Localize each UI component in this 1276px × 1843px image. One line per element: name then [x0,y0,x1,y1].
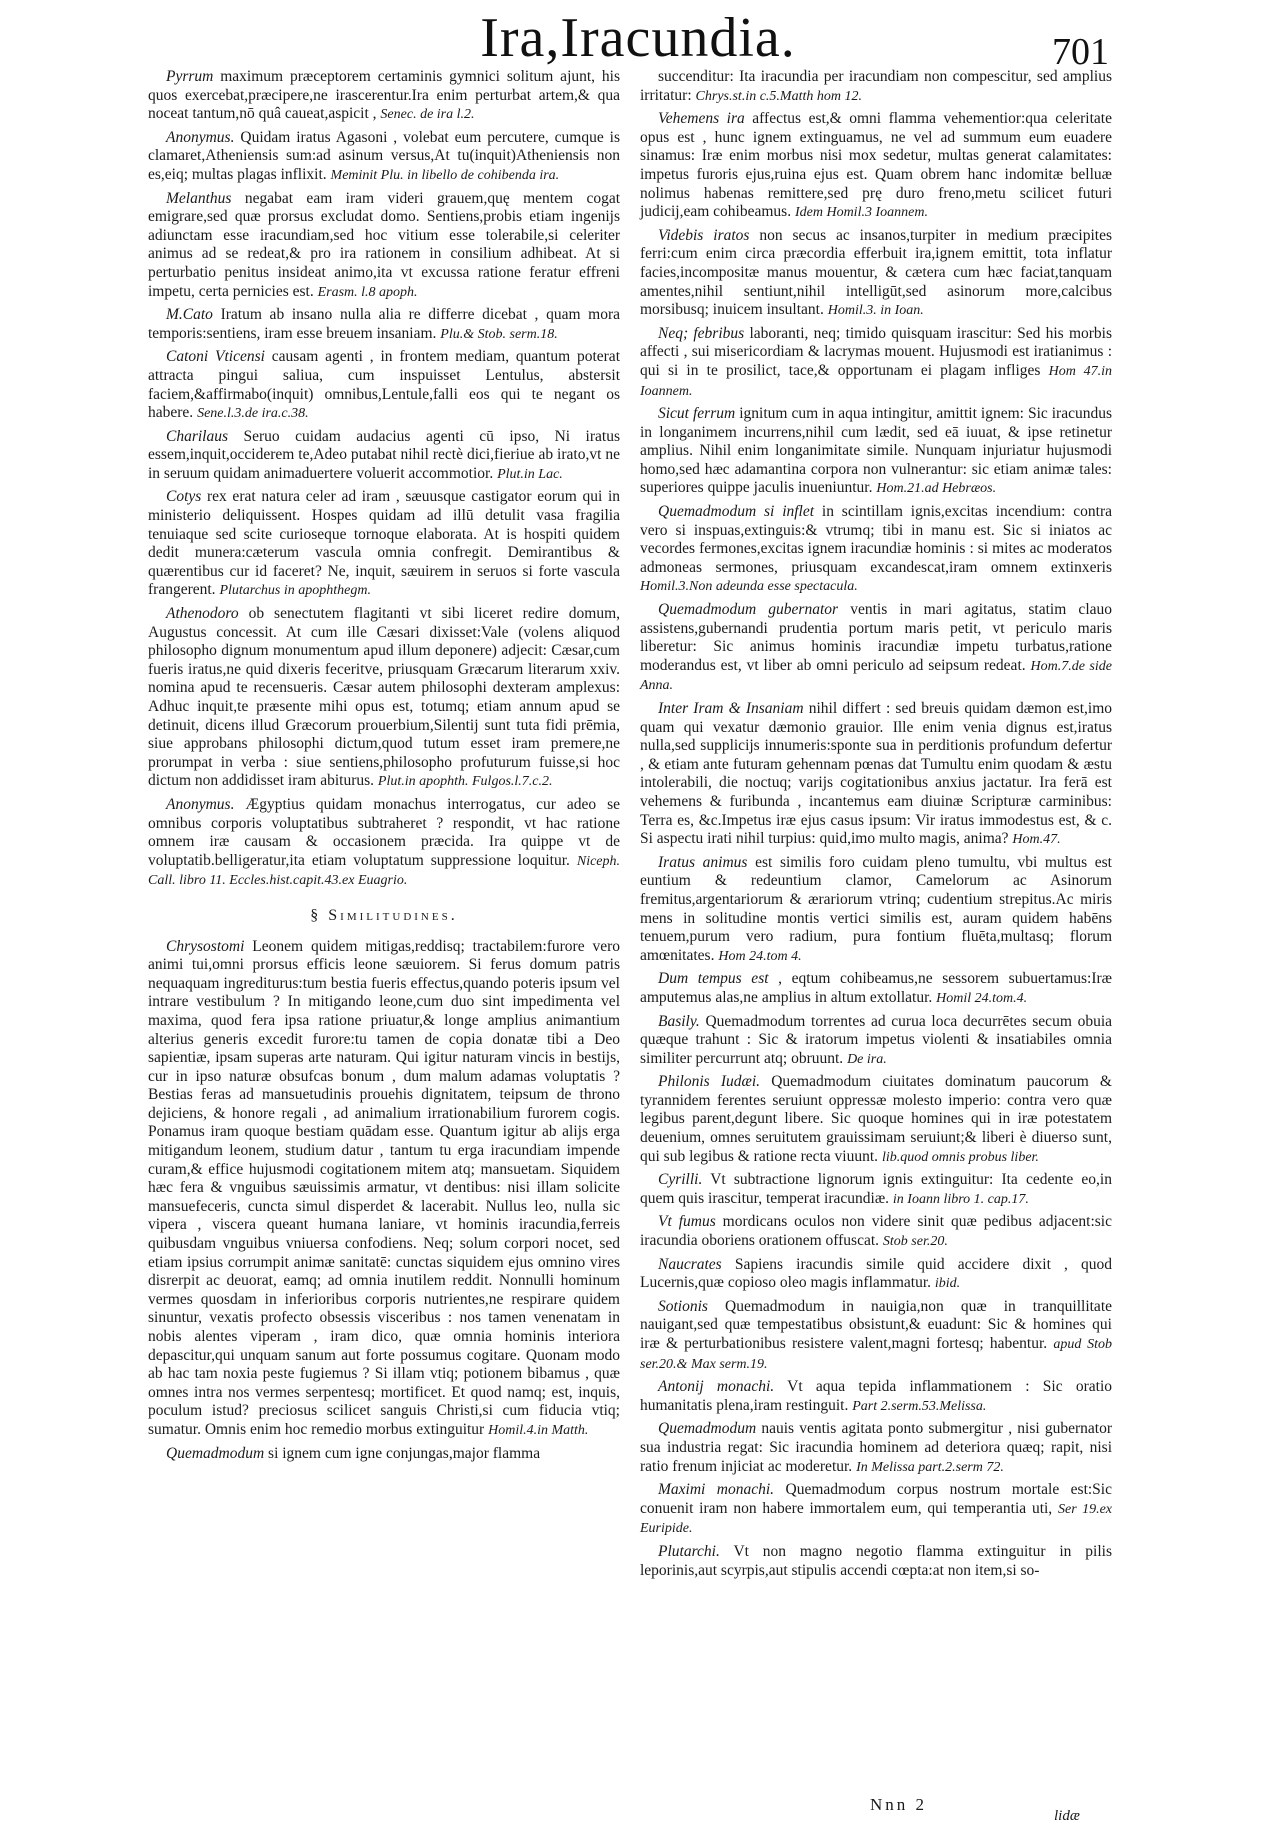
entry-reference: Plutarchus in apophthegm. [219,583,371,599]
entry-text: mordicans oculos non videre sinit quæ pedibus adjacent:sic iracundia oboriens orationem offuscat. [640,1213,1112,1250]
entry-text: est similis foro cuidam pleno tumultu, vbi multus est euntium & redeuntium clamor, Camelorum ac Asinorum fremitus,argentariorum & ærariorum vtrinq; cudentium strepitus.Ac miris mens in solitudine montis vertici similis est, auram quidem habēns tenuem,purum vero radium, pura fontium fluēta,multasq; florum amœnitates. [640,853,1112,964]
entry-paragraph [640,1378,1112,1416]
entry-lead: Chrysostomi [166,937,245,955]
entry-text: ventis in mari agitatus, statim clauo assistens,gubernandi prudentia portum maris petit, vt periculo maris liberetur: Sic animus hominis iracundiæ impetu turbatus,ratione moderandus est, vt liber ab omni periculo ad seipsum redeat. [640,601,1113,674]
catchword: lidæ [1054,1808,1080,1824]
entry-paragraph [640,601,1112,696]
entry-paragraph [640,503,1112,597]
entry-paragraph [640,68,1112,106]
entry-lead: Philonis Iudæi. [658,1073,761,1091]
entry-reference: Plut.in apophth. Fulgos.l.7.c.2. [377,774,553,790]
entry-lead: Vehemens ira [658,110,745,128]
entry-paragraph [148,68,620,125]
entry-text: Vt aqua tepida inflammationem : Sic oratio humanitatis plena,iram restinguit. [640,1378,1112,1414]
entry-text: Quemadmodum torrentes ad curua loca decurrētes secum obuia quæque trahunt : Sic & iratorum impetus violenti & insatiabiles omnia similiter percurrunt atq; obruunt. [640,1012,1113,1067]
entry-reference: Niceph. Call. libro 11. Eccles.hist.capit.43.ex Euagrio. [148,853,621,889]
entry-text: , eqtum cohibeamus,ne sessorem subuertamus:Iræ amputemus alas,ne amplius in altum extollatur. [640,970,1112,1006]
entry-paragraph [640,1073,1112,1167]
section-heading [148,907,620,926]
entry-reference: Meminit Plu. in libello de cohibenda ira. [330,167,560,183]
entry-text: succenditur: Ita iracundia per iracundiam non compescitur, sed amplius irritatur: [640,68,1112,104]
entry-lead: Plutarchi. [658,1542,720,1560]
entry-reference: Hom.7.de side Anna. [640,658,1112,694]
entry-paragraph [640,1213,1112,1251]
entry-reference: Homil.3. in Ioan. [827,303,924,319]
entry-paragraph [148,796,620,891]
entry-lead: Naucrates [658,1255,722,1273]
entry-text: affectus est,& omni flamma vehementior:qua celeritate opus est , hunc ignem extinguamus, ne vel ad summum eum euadere sinamus: Iræ enim morbus nisi mox sedetur, multas generat calamitates: impetus furoris ejus,ruina ejus est. Quam obrem hanc indomitæ belluæ nolimus habenas remittere,sed prę duro freno,metu scilicet futuri judicij,eam cohibeamus. [640,110,1112,221]
entry-text: Quemadmodum ciuitates dominatum paucorum & tyrannidem ferentes seruiunt oppressæ molesto imperio: contra vero quæ legibus parent,degunt libere. Sic quoque homines qui in iræ potestatem deuenium, omnes seruitutem grauissimam seruiunt;& liberi è diuerso sunt, qui sub legibus & ratione recta viuunt. [640,1073,1112,1165]
entry-lead: Quemadmodum gubernator [658,601,839,619]
entry-paragraph [640,1420,1112,1477]
entry-text: nihil differt : sed breuis quidam dæmon est,imo quam qui vexatur dæmonio grauior. Ille enim venia dignus est,iratus nulla,sed supplicijs innumeris:sponte sua in perditionis profundum defertur , & etiam ante futuram gehennam pœnas dat Tumultu enim quodam & æstu intolerabili, die noctuq; varijs cogitationibus anxius jactatur. Ira ferā est vehemens & furibunda , incantemus eam diuinæ Scripturæ carminibus: Terra es, &c.Impetus iræ ejus casus ipsum: Vir iratus immodestus est, & c. Si aspectu irati nihil turpius: quid,imo multo magis, anima? [640,700,1113,848]
entry-text: Quidam iratus Agasoni , volebat eum percutere, cumque is clamaret,Atheniensis sum:ad asinum versus,At tu(inquit)Atheniensis non es,eiq; multas plagas inflixit. [148,128,620,183]
entry-reference: Plut.in Lac. [497,466,563,482]
entry-reference: Plu.& Stob. serm.18. [440,326,558,342]
right-column-entries [640,68,1112,1580]
entry-paragraph [640,1256,1112,1294]
entry-reference: Homil.4.in Matth. [488,1422,589,1438]
entry-lead: Quemadmodum [166,1444,265,1462]
entry-paragraph [148,428,620,485]
entry-paragraph [640,854,1112,967]
entry-text: non secus ac insanos,turpiter in medium præcipites ferri:cum enim circa præcordia efferbuit ira,ignem emittit, tota inflatur facies,incompositæ manus mouentur, & cætera cum hæc faciat,tanquam amentes,nihil sentiunt,nihil intelligūt,sed asinorum more,calcibus morsibusq; inuicem insultant. [640,226,1112,319]
entry-paragraph [148,938,620,1441]
entry-paragraph [640,970,1112,1008]
entry-reference: De ira. [847,1051,887,1067]
entry-lead: Videbis iratos [658,226,750,244]
entry-text: in scintillam ignis,excitas incendium: contra vero si inspuas,extinguis:& vtrumq; tibi in manu est. Sic si iniatos ac vecordes fermones,excitas ignem iracundiæ hominis : si mites ac moderatos admoneas sermones, priusquam excandescat,iram omnem extinxeris [640,503,1113,576]
left-column [148,68,620,1467]
entry-reference: Stob ser.20. [882,1234,948,1250]
entry-lead: Catoni Vticensi [166,348,265,366]
entry-lead: Sicut ferrum [658,405,736,423]
entry-reference: Hom.47. [1012,832,1061,848]
entry-reference: Sene.l.3.de ira.c.38. [197,406,309,422]
paragraph-mark-icon: § [310,906,319,924]
entry-lead: Quemadmodum [658,1420,757,1438]
entry-paragraph [148,605,620,792]
section-heading-text: Similitudines. [328,906,458,924]
left-column-entries-after [148,938,620,1464]
page-number: 701 [1052,31,1109,73]
entry-lead: Antonij monachi. [658,1378,775,1396]
entry-reference: In Melissa part.2.serm 72. [856,1459,1004,1475]
entry-reference: Homil 24.tom.4. [936,990,1028,1006]
entry-lead: Neq; febribus [658,324,745,342]
entry-lead: Cotys [166,488,202,506]
entry-reference: Hom.21.ad Hebræos. [876,481,997,497]
right-column [640,68,1112,1584]
entry-paragraph [640,1481,1112,1539]
entry-paragraph [640,405,1112,499]
entry-lead: Iratus animus [658,853,748,871]
entry-reference: lib.quod omnis probus liber. [881,1149,1039,1165]
entry-text: maximum præceptorem certaminis gymnici solitum ajunt, his quos exercebat,præcipere,ne irascerentur.Ira enim perturbat artem,& qua noceat tantum,nō quâ caueat,aspicit , [148,68,621,123]
entry-lead: Anonymus. [166,795,235,813]
entry-text: Vt non magno negotio flamma extinguitur in pilis leporinis,aut scyrpis,aut stipulis accendi cœpta:at non item,si so- [640,1542,1112,1579]
entry-lead: Pyrrum [166,68,214,85]
entry-reference: Senec. de ira l.2. [380,107,475,123]
entry-paragraph [640,700,1112,850]
entry-lead: Charilaus [166,427,229,445]
entry-text: negabat eam iram videri grauem,quę mentem cogat emigrare,sed quæ prorsus excludat domo. Sentiens,probis etiam ingenijs adiunctam esse iracundiam,sed hoc vitium esse tolerabile,si celeriter animus ad se redeat,& pro ira rationem in consilium adhibeat. At si perturbatio penitus insideat animo,ita vt excussa ratione feratur effreni impetu, certa pernicies est. [148,189,621,300]
entry-text: nauis ventis agitata ponto submergitur , nisi gubernator sua industria regat: Sic iracundia hominem ad deteriora quæq; rapit, nisi ratio frenum injiciat ac moderetur. [640,1420,1113,1475]
entry-paragraph [640,1171,1112,1209]
entry-reference: Erasm. l.8 apoph. [317,284,418,300]
entry-lead: M.Cato [166,306,213,324]
entry-paragraph [640,1543,1112,1580]
entry-paragraph [640,1298,1112,1374]
entry-lead: Maximi monachi. [658,1481,775,1499]
entry-text: Leonem quidem mitigas,reddisq; tractabilem:furore vero animi tui,omni prorsus efficis leone sæuiorem. Si ferus domum patris nequaquam ingrediturus:tum bestia fueris effectus,quando poteris ipsum vel intrare vestibulum ? In mitigando leone,cum duo sint impedimenta vel maxima, quod fera ipsa ratione priuatur,& longe amplius animantium alterius generis excedit furore:tu tamen de copia donatæ tibi a Deo sapientiæ, ipsam superas arte naturam. Qui igitur naturam vincis in bestijs, cur in ipso naturæ obsufcas bonum , dum malum adamas voluptatis ? Bestias feras ad mansuetudinis prouehis dignitatem, teipsum de throno dejiciens, & honore regali , ad animalium irrationabilium furorem cogis. Ponamus iram quoque bestiam quādam esse. Quantum igitur ab alijs erga mitigandum leonem, studium datur , tantum tu erga iracundiam impende curam,& effice hujusmodi cogitationem mitem atq; mansuetam. Siquidem hæc fera & vnguibus sæuissimis armatur, vt dentibus: nisi illam solicite mansuefeceris, cuncta simul disperdet & lacerabit. Nullus leo, nulla sic vipera , viscera queant humana laniare, vt hominis iracundia,ferreis quibusdam vnguibus vniuersa confodiens. Neq; solum corpori nocet, sed etiam ipsius corrumpit animæ sanitatē: cunctas siquidem ejus omnino vires disrerpit ac deuorat, eamq; ad omnia inutilem reddit. Nonnulli hominum vermes quosdam in inferioribus corporis nutrientes,ne respirare quidem sinuntur, vexatis profecto obsessis visceribus : nos tamen venenatam in nobis alentes viperam , iram dico, quæ omnia hominis interiora depascitur,qui unquam sanum aut forte possumus cogitare. Quonam modo ab hac tam noxia peste fugiemus ? Si illam vtiq; potionem bibamus , quæ omnes intra nos vermes serpentesq; mortificet. Et quod namq; est, inquis, poculum istud? preciosus scilicet sanguis Christi,si cum fiducia vtiq; sumatur. Omnis enim hoc remedio morbus extinguitur [148,937,621,1438]
running-head-title: Ira,Iracundia. [480,7,796,69]
entry-reference: Hom 24.tom 4. [718,948,802,964]
entry-text: rex erat natura celer ad iram , sæuusque castigator eorum qui in ministerio deliquissent. Hospes quidam ad illū detulit vasa fragilia tenuiaque sed scite curioseque tornoque elaborata. At is hospiti quidem dedit munera:cæterum vascula omnia confregit. Demirantibus & quærentibus cur id faceret? Ne, inquit, sæuirem in seruos si forte vascula frangerent. [148,488,621,599]
entry-text: Vt subtractione lignorum ignis extinguitur: Ita cedente eo,in quem quis irascitur, temperat iracundiæ. [640,1171,1112,1207]
entry-lead: Dum tempus est [658,970,769,988]
entry-text: laboranti, neq; timido quisquam irascitur: Sed his morbis affecti , sui misericordiam & lacrymas mouent. Hujusmodi est iratianimus : qui si in te prosilict, tace,& opportunam ei plagam infliges [640,324,1113,379]
entry-lead: Quemadmodum si inflet [658,503,815,521]
entry-lead: Anonymus. [166,128,235,146]
entry-text: Quemadmodum in nauigia,non quæ in tranquillitate nauigant,sed quæ tempestatibus obsistunt,& euadunt: Sic & homines qui iræ & perturbationibus resistere valent,magni fortesq; habentur. [640,1297,1112,1352]
entry-paragraph [148,129,620,186]
entry-lead: Basily. [658,1012,700,1030]
entry-text: Iratum ab insano nulla alia re differre dicebat , quam mora temporis:sentiens, iram esse breuem insaniam. [148,306,620,342]
entry-text: causam agenti , in frontem mediam, quantum poterat attracta pingui saliua, cum inspuisset Lentulus, abstersit faciem,&affirmabo(inquit) omnibus,Lentule,falli eos qui te negant os habere. [148,348,620,422]
entry-text: si ignem cum igne conjungas,major flamma [268,1444,541,1462]
entry-text: ignitum cum in aqua intingitur, amittit ignem: Sic iracundus in longanimem incurrens,nihil cum lædit, sed eā iuuat, & ipse retinetur amplius. Nihil enim longanimitate simile. Nunquam injuriatur hujusmodi homo,sed hæc adamantina corpora non vulnerantur: sic etiam animæ tales: superiores quippe jaculis inueniuntur. [640,405,1113,497]
entry-lead: Athenodoro [166,605,239,623]
entry-lead: Cyrilli. [658,1171,703,1189]
entry-text: Quemadmodum corpus nostrum mortale est:Sic conuenit iram non habere immortalem eum, qui temperantia uti, [640,1481,1112,1517]
entry-paragraph [148,488,620,601]
entry-reference: in Ioann libro 1. cap.17. [892,1191,1029,1207]
entry-paragraph [640,325,1112,401]
entry-paragraph [640,1013,1112,1070]
entry-paragraph [640,227,1112,321]
entry-text: Ægyptius quidam monachus interrogatus, cur adeo se omnibus corporis voluptatibus subtraheret ? respondit, vt hac ratione omnem iræ causam & occasionem præcida. Ira quippe vt de voluptatib.belligeratur,ita etiam voluptatum suppressione loquitur. [148,795,621,869]
entry-lead: Inter Iram & Insaniam [658,700,804,717]
entry-reference: apud Stob ser.20.& Max serm.19. [640,1337,1113,1372]
entry-paragraph [148,190,620,303]
signature-mark: Nnn 2 [870,1795,928,1814]
entry-reference: ibid. [934,1276,961,1292]
entry-reference: Homil.3.Non adeunda esse spectacula. [640,579,858,595]
entry-text: ob senectutem flagitanti vt sibi liceret redire domum, Augustus concessit. At cum ille Cæsari dixisset:Vale (volens aliquod philosopho dignum monumentum apud illum deponere) adjecit: Cæsar,cum fueris iratus,ne quid dixeris feceritve, priusquam Græcarum literarum xxiv. nomina apud te recensueris. Cæsar autem philosophi dexteram amplexus: Adhuc inquit,te præsente mihi opus est, totumq; etiam annum apud se detinuit, dicens illud Græcorum prouerbium,Silentij sunt tuta fidi prēmia, siue approbans philosophi dictum,quod tutum esset iram premere,ne prorumpat in verba : siue sentiens,philosopho profuturum fuisse,si hoc dictum non addidisset iram abiturus. [148,605,620,790]
entry-lead: Sotionis [658,1297,708,1315]
entry-paragraph [148,348,620,423]
entry-reference: Chrys.st.in c.5.Matth hom 12. [695,88,862,104]
entry-reference: Idem Homil.3 Ioannem. [794,205,928,221]
left-column-entries [148,68,620,891]
entry-reference: Hom 47.in Ioannem. [640,363,1112,399]
entry-paragraph [640,110,1112,223]
entry-lead: Melanthus [166,189,232,207]
entry-paragraph [148,1445,620,1464]
entry-text: Sapiens iracundis simile quid accidere dixit , quod Lucernis,quæ copioso oleo magis inflammatur. [640,1255,1113,1292]
entry-lead: Vt fumus [658,1213,716,1231]
entry-reference: Ser 19.ex Euripide. [640,1501,1112,1537]
entry-text: Seruo cuidam audacius agenti cū ipso, Ni iratus essem,inquit,occiderem te,Adeo putabat nihil rectè dici,fieriue ab irato,vt ne in seruum quidam animaduertere voluerit accommotior. [148,427,620,482]
entry-paragraph [148,306,620,344]
entry-reference: Part 2.serm.53.Melissa. [852,1398,987,1414]
